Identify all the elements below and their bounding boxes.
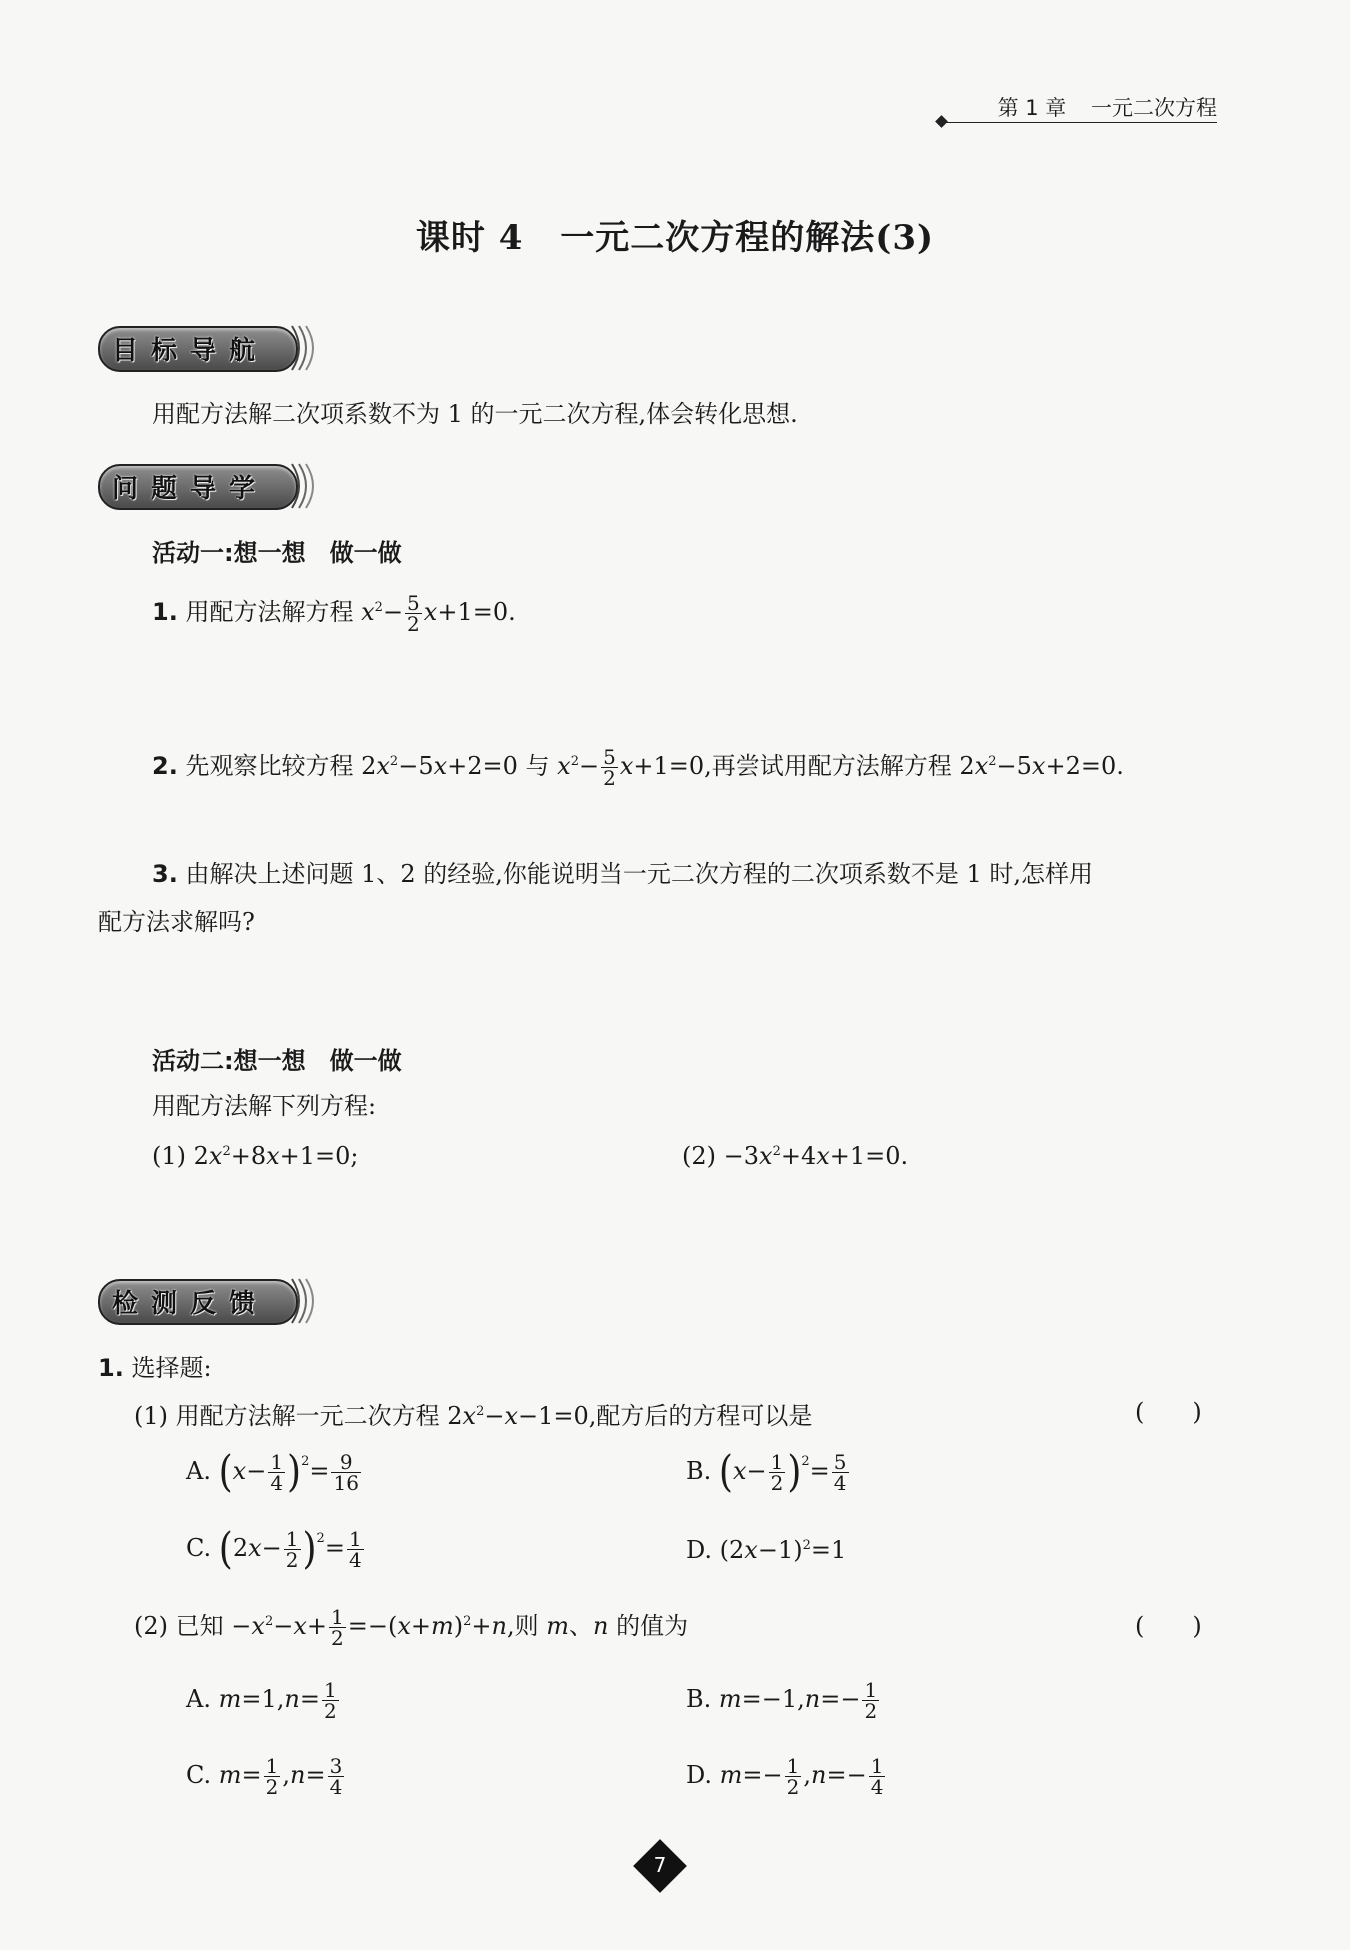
activity1-question-3: 3. 由解决上述问题 1、2 的经验,你能说明当一元二次方程的二次项系数不是 1 时,怎样用: [152, 860, 1094, 888]
option-1c: C. (2x− $\frac{1}{2}$ )$^2$= $\frac{1}{4}$: [186, 1524, 362, 1574]
lesson-topic: 一元二次方程的解法(3): [560, 218, 935, 258]
answer-bracket-2[interactable]: ( ): [1135, 1612, 1202, 1640]
goal-text: 用配方法解二次项系数不为 1 的一元二次方程,体会转化思想.: [152, 400, 798, 428]
banner-arcs-icon: [288, 462, 320, 510]
chapter-title: 一元二次方程: [1091, 96, 1217, 120]
section-banner-guide: [98, 464, 320, 512]
header-diamond-icon: [935, 115, 948, 128]
activity1-question-1: 1. 用配方法解方程 $x^2-$ $\frac{5}{2}$ x+1=0.: [152, 591, 516, 636]
chapter-number: 第 1 章: [997, 96, 1067, 120]
section-goal-label: 目标导航: [112, 336, 269, 366]
activity1-question-3-cont: 配方法求解吗?: [98, 908, 255, 936]
lesson-number: 课时 4: [415, 218, 524, 258]
option-1b: B. (x− $\frac{1}{2}$ )$^2$= $\frac{5}{4}$: [686, 1447, 847, 1497]
banner-arcs-icon: [288, 1277, 320, 1325]
activity2-heading: 活动二:想一想 做一做: [152, 1047, 402, 1075]
option-2b: B. m=−1,n=− $\frac{1}{2}$: [686, 1678, 878, 1723]
activity2-problem-1: (1) $2x^2+8x+1=0$;: [152, 1142, 359, 1170]
answer-bracket-1[interactable]: ( ): [1135, 1398, 1202, 1426]
page-number: 7: [653, 1853, 667, 1877]
option-2a: A. m=1,n= $\frac{1}{2}$: [186, 1678, 337, 1723]
fraction: $\frac{5}{2}$: [407, 591, 420, 636]
activity2-problem-2: $(2) -3x^2+4x+1=0$.: [682, 1142, 909, 1170]
header-rule: [945, 122, 1217, 123]
option-1d: D. $(2x-1)^2=1$: [686, 1536, 847, 1564]
option-1a: A. (x− $\frac{1}{4}$ )$^2$= $\frac{9}{16}$: [186, 1447, 359, 1497]
section-banner-goal: [98, 326, 320, 374]
check-question-1: 1. 选择题:: [98, 1354, 212, 1382]
section-check-label: 检测反馈: [112, 1289, 269, 1319]
activity2-intro: 用配方法解下列方程:: [152, 1092, 377, 1120]
page-title: [0, 210, 1350, 259]
activity1-heading: 活动一:想一想 做一做: [152, 539, 402, 567]
banner-arcs-icon: [288, 324, 320, 372]
running-header: [945, 92, 1217, 122]
option-2c: C. m= $\frac{1}{2}$ ,n= $\frac{3}{4}$: [186, 1754, 343, 1799]
section-guide-label: 问题导学: [112, 474, 269, 504]
check-sub-1: (1) 用配方法解一元二次方程 $2x^2-x-1=0$,配方后的方程可以是: [134, 1402, 813, 1430]
check-sub-2: (2) 已知 $-x^2-x+$ $\frac{1}{2}$ $=-(x+m)^2+n$,则 m、n 的值为: [134, 1605, 689, 1650]
option-2d: D. m=− $\frac{1}{2}$ ,n=− $\frac{1}{4}$: [686, 1754, 884, 1799]
section-banner-check: [98, 1279, 320, 1327]
activity1-question-2: 2. 先观察比较方程 $2x^2-5x+2=0$ 与 $x^2-$ $\frac{5}{2}$ x+1=0,再尝试用配方法解方程 $2x^2-5x+2=0$.: [152, 745, 1124, 790]
